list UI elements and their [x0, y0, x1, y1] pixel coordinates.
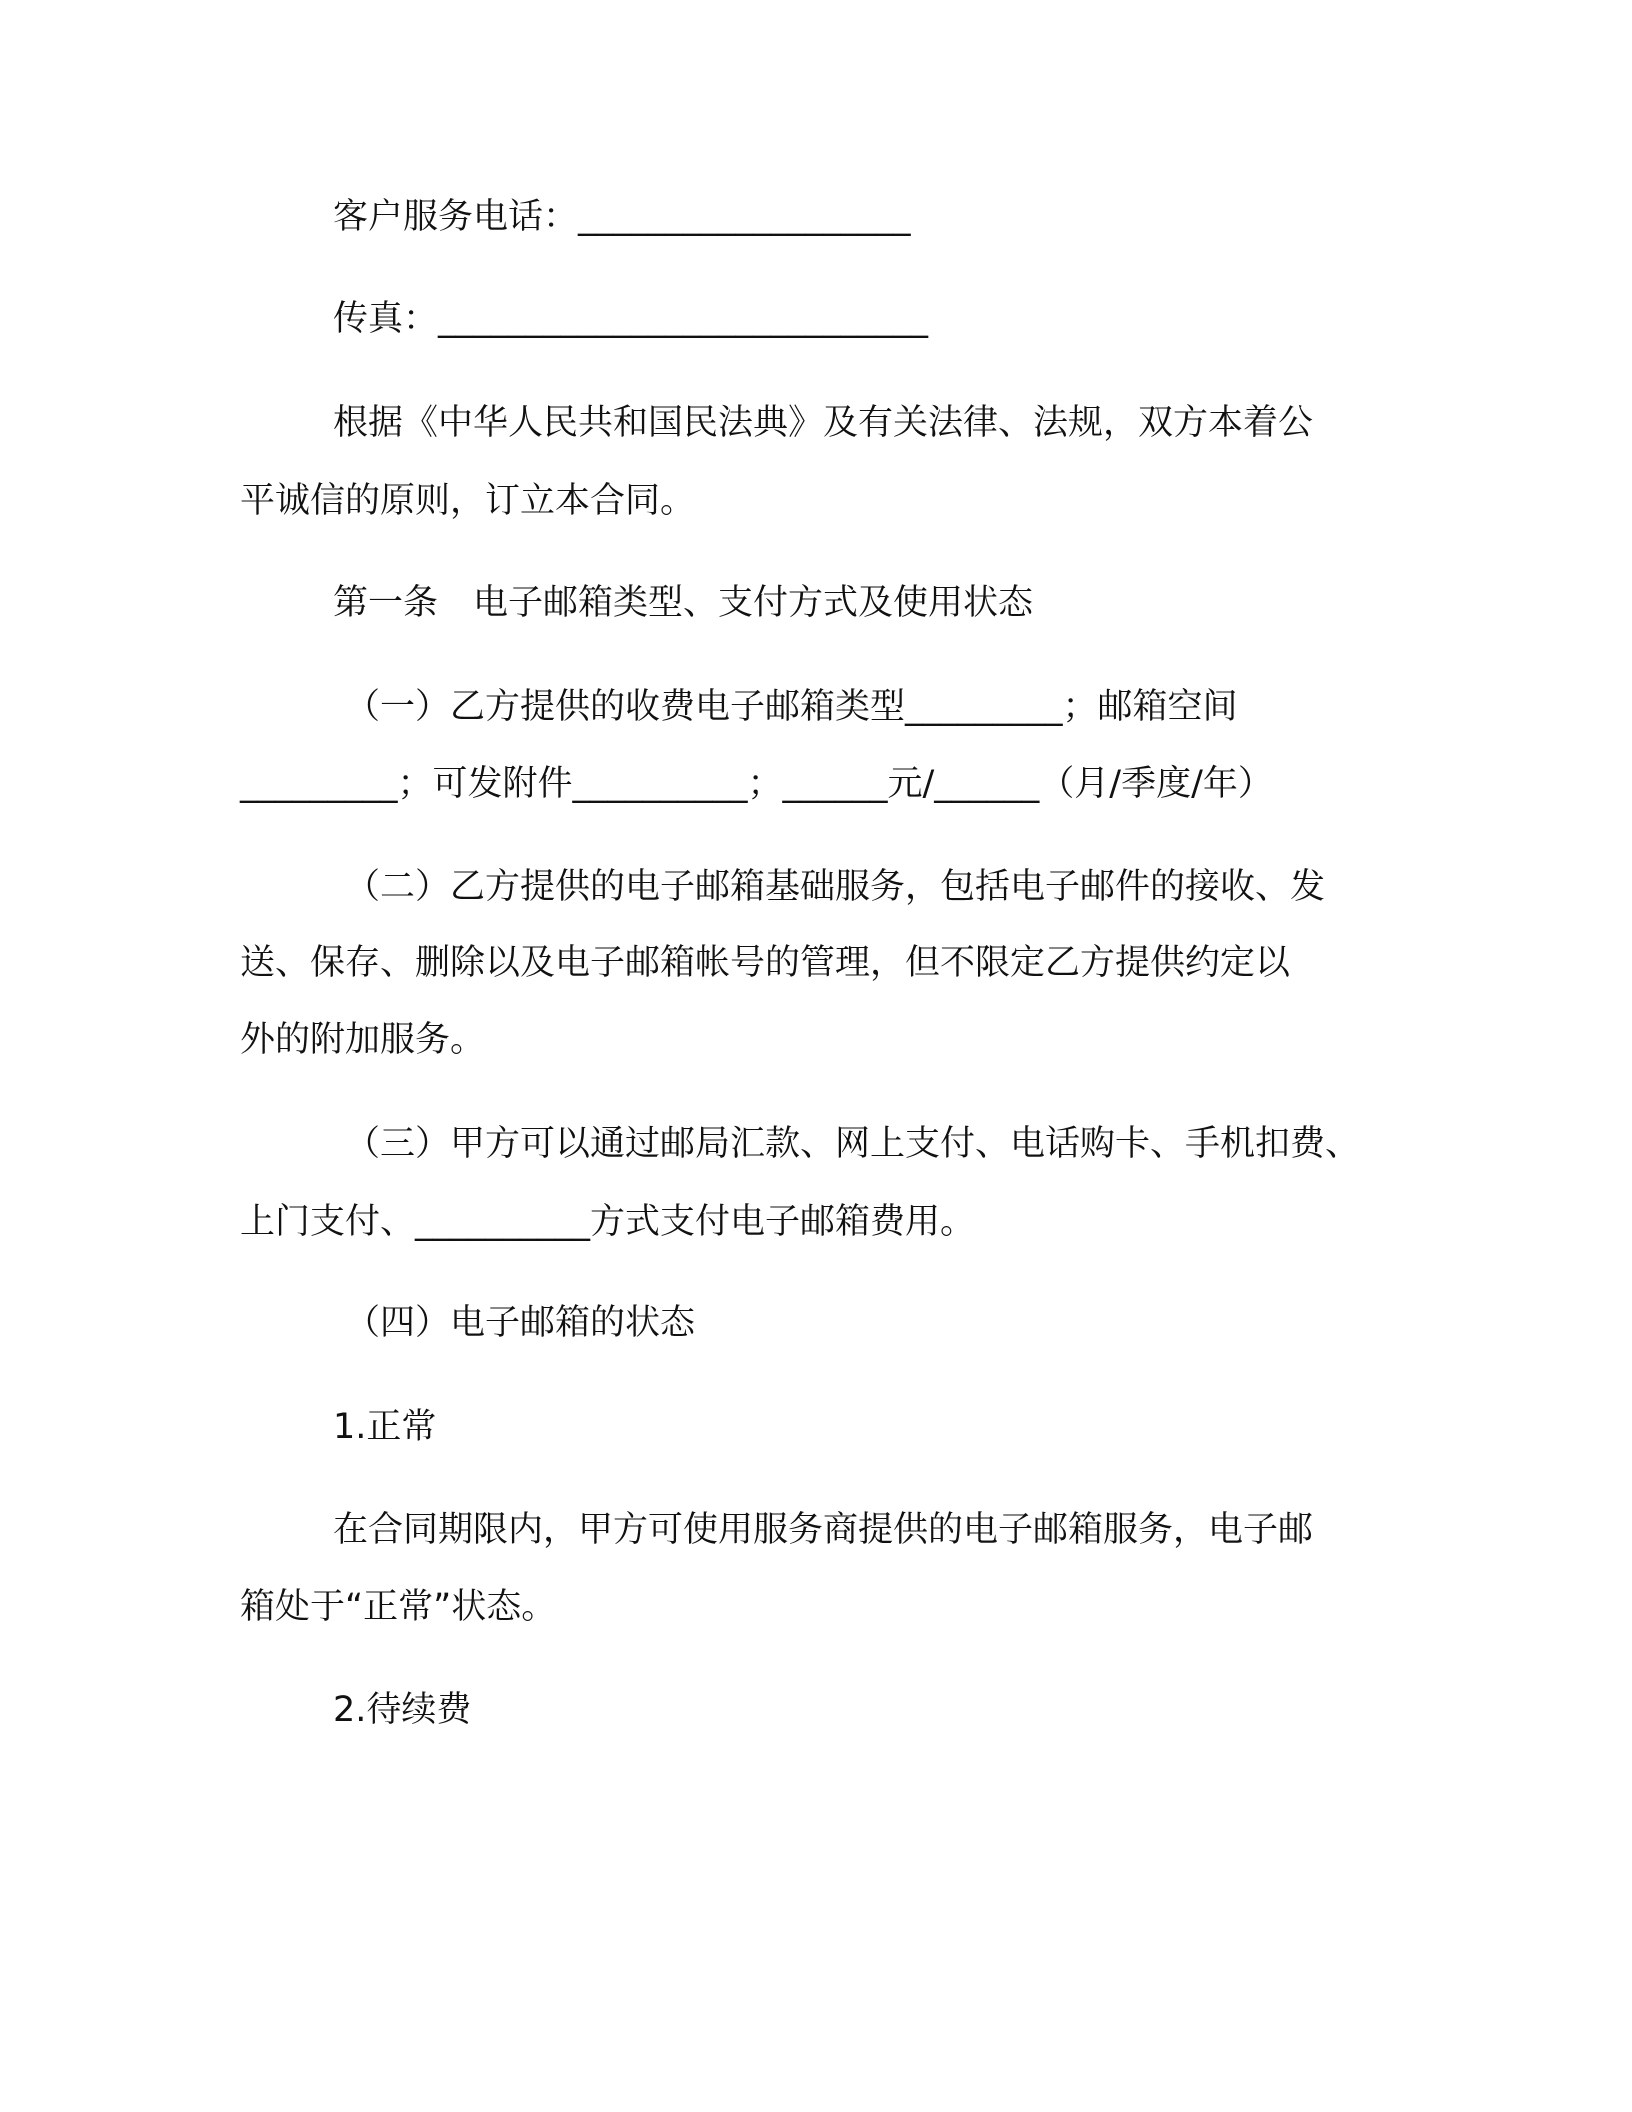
clause-3-line-1: （三）甲方可以通过邮局汇款、网上支付、电话购卡、手机扣费、 — [345, 1124, 1361, 1164]
customer-service-phone-line: 客户服务电话：___________________ — [333, 197, 911, 237]
status-normal-heading: 1.正常 — [333, 1407, 437, 1447]
clause-2-line-2: 送、保存、删除以及电子邮箱帐号的管理，但不限定乙方提供约定以 — [240, 943, 1291, 983]
article-1-heading: 第一条 电子邮箱类型、支付方式及使用状态 — [333, 583, 1034, 623]
clause-3-line-2: 上门支付、__________方式支付电子邮箱费用。 — [240, 1202, 976, 1242]
status-normal-line-2: 箱处于“正常”状态。 — [240, 1587, 557, 1627]
preamble-line-1: 根据《中华人民共和国民法典》及有关法律、法规，双方本着公 — [333, 403, 1314, 443]
clause-2-line-3: 外的附加服务。 — [240, 1020, 486, 1060]
clause-4-heading: （四）电子邮箱的状态 — [345, 1303, 696, 1343]
clause-2-line-1: （二）乙方提供的电子邮箱基础服务，包括电子邮件的接收、发 — [345, 867, 1326, 907]
status-pending-renewal-heading: 2.待续费 — [333, 1690, 472, 1730]
clause-1-line-2: _________；可发附件__________；______元/______（月/季度/年） — [240, 764, 1273, 804]
fax-line: 传真：____________________________ — [333, 299, 929, 339]
preamble-line-2: 平诚信的原则，订立本合同。 — [240, 481, 696, 521]
status-normal-line-1: 在合同期限内，甲方可使用服务商提供的电子邮箱服务，电子邮 — [333, 1510, 1314, 1550]
clause-1-line-1: （一）乙方提供的收费电子邮箱类型_________；邮箱空间 — [345, 687, 1238, 727]
